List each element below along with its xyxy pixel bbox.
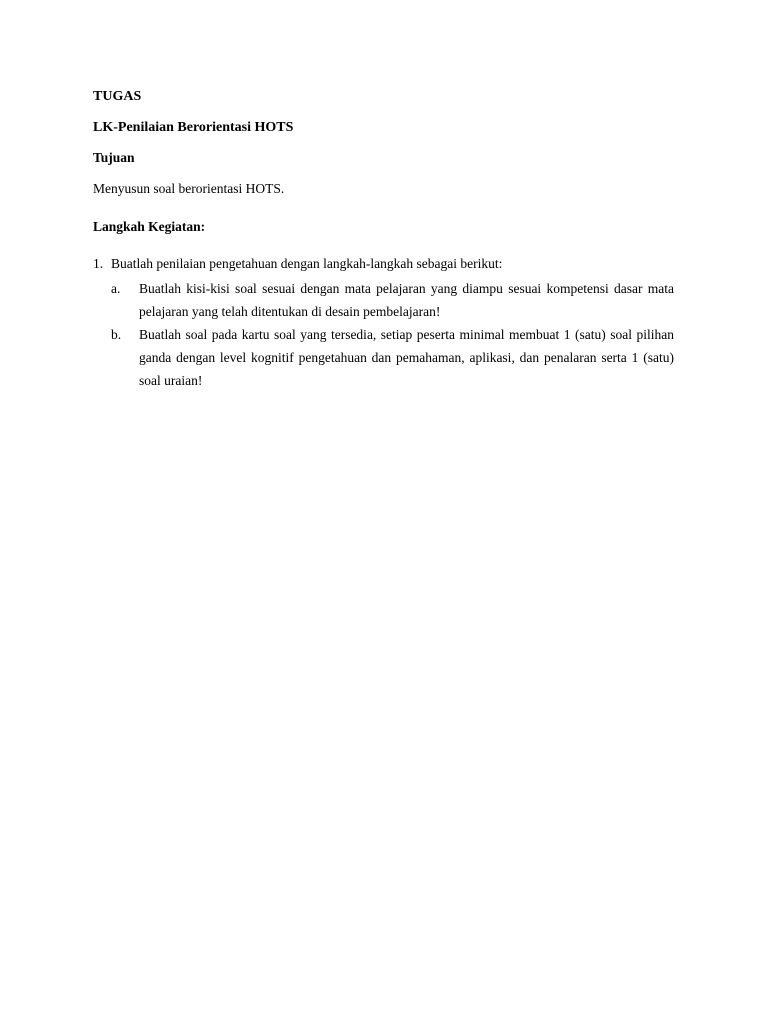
- sublist-item-text: Buatlah kisi-kisi soal sesuai dengan mata pelajaran yang diampu sesuai kompetensi dasar mata pelajaran yang telah ditentukan di desain pembelajaran!: [139, 281, 674, 319]
- list-item: [93, 254, 674, 392]
- sublist-item-b: [93, 323, 674, 392]
- sublist: [93, 277, 674, 392]
- document-title: TUGAS: [93, 89, 142, 104]
- steps-heading: Langkah Kegiatan:: [93, 219, 206, 234]
- list-item-text: Buatlah penilaian pengetahuan dengan langkah-langkah sebagai berikut:: [111, 256, 503, 271]
- list-item-number: 1.: [93, 256, 104, 271]
- document-content: [93, 87, 674, 392]
- sublist-item-letter: b.: [111, 327, 122, 342]
- goal-text: Menyusun soal berorientasi HOTS.: [93, 181, 285, 196]
- sublist-item-text: Buatlah soal pada kartu soal yang tersedia, setiap peserta minimal membuat 1 (satu) soal pilihan ganda dengan level kognitif pengetahuan dan pemahaman, aplikasi, dan penalaran serta 1 (satu) soal uraian!: [139, 327, 674, 388]
- document-subtitle: LK-Penilaian Berorientasi HOTS: [93, 120, 294, 135]
- goal-heading: Tujuan: [93, 150, 135, 165]
- sublist-item-letter: a.: [111, 281, 121, 296]
- sublist-item-a: [93, 277, 674, 323]
